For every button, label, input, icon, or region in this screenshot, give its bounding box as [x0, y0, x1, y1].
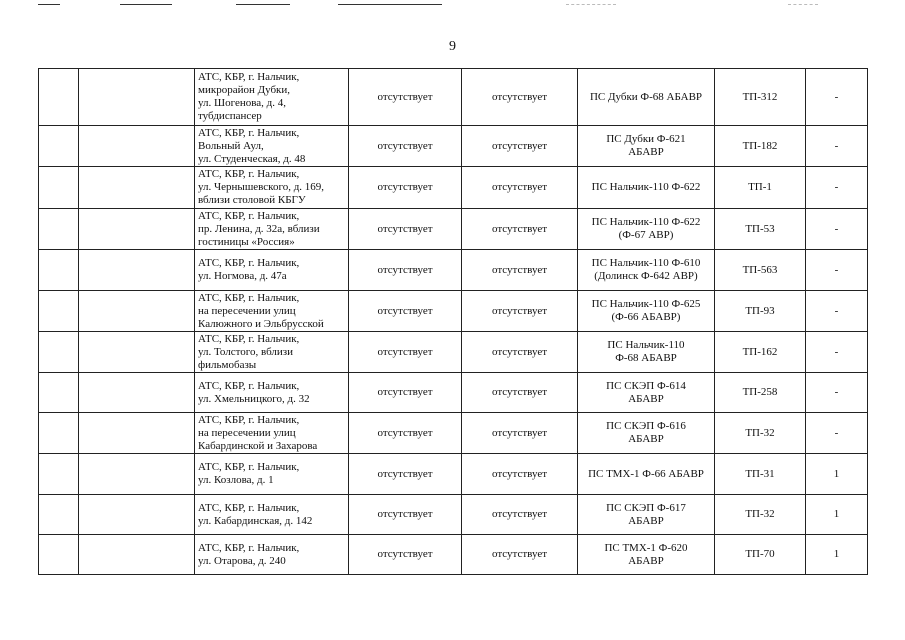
supply-line: ПС Дубки Ф-621 — [606, 133, 686, 145]
supply-line: ПС Дубки Ф-68 АБАВР — [589, 90, 703, 103]
supply-line: ПС СКЭП Ф-617 — [606, 501, 686, 514]
row-number-cell — [39, 167, 79, 209]
supply-cell — [578, 332, 715, 373]
address-line: пр. Ленина, д. 32а, вблизи — [198, 222, 320, 235]
substation-cell: ТП-53 — [715, 209, 806, 250]
flag-cell: - — [806, 373, 868, 413]
substation-cell: ТП-1 — [715, 167, 806, 209]
status-cell-b: отсутствует — [462, 413, 578, 454]
top-rule-5 — [566, 4, 616, 5]
address-line: ул. Козлова, д. 1 — [198, 474, 274, 486]
supply-cell — [578, 250, 715, 291]
status-cell-b: отсутствует — [462, 69, 578, 126]
flag-cell: - — [806, 126, 868, 167]
supply-line: Ф-68 АБАВР — [615, 352, 677, 364]
status-cell-a: отсутствует — [349, 413, 462, 454]
supply-line: (Ф-67 АВР) — [618, 229, 674, 241]
supply-line: (Долинск Ф-642 АВР) — [594, 270, 698, 282]
supply-line: АБАВР — [628, 392, 664, 405]
flag-cell: 1 — [806, 454, 868, 495]
address-line: АТС, КБР, г. Нальчик, — [198, 126, 300, 139]
substation-cell: ТП-258 — [715, 373, 806, 413]
supply-line: АБАВР — [628, 146, 664, 158]
supply-line: ПС Нальчик-110 — [607, 339, 685, 351]
supply-line: ПС Нальчик-110 Ф-622 — [591, 216, 701, 228]
address-line: АТС, КБР, г. Нальчик, — [198, 168, 300, 180]
address-line: ул. Шогенова, д. 4, — [198, 97, 287, 109]
table-row — [39, 209, 868, 250]
status-cell-a: отсутствует — [349, 69, 462, 126]
flag-cell: - — [806, 250, 868, 291]
row-number-cell — [39, 495, 79, 535]
blank-cell — [79, 291, 195, 332]
supply-line: ПС СКЭП Ф-614 — [606, 379, 686, 392]
supply-line: АБАВР — [628, 514, 664, 527]
table-row — [39, 126, 868, 167]
substation-cell: ТП-93 — [715, 291, 806, 332]
table-row — [39, 373, 868, 413]
address-line: АТС, КБР, г. Нальчик, — [198, 71, 300, 83]
top-rule-1 — [38, 4, 60, 5]
table-row — [39, 291, 868, 332]
blank-cell — [79, 209, 195, 250]
address-cell — [195, 209, 349, 250]
row-number-cell — [39, 291, 79, 332]
table-row — [39, 69, 868, 126]
substation-cell: ТП-32 — [715, 413, 806, 454]
row-number-cell — [39, 413, 79, 454]
flag-cell: - — [806, 167, 868, 209]
table-row — [39, 454, 868, 495]
status-cell-a: отсутствует — [349, 209, 462, 250]
substation-cell: ТП-162 — [715, 332, 806, 373]
top-rule-3 — [236, 4, 290, 5]
address-line: АТС, КБР, г. Нальчик, — [198, 379, 300, 392]
table-row — [39, 250, 868, 291]
supply-cell — [578, 454, 715, 495]
supply-line: АБАВР — [628, 554, 664, 567]
blank-cell — [79, 535, 195, 575]
address-line: АТС, КБР, г. Нальчик, — [198, 541, 300, 554]
status-cell-b: отсутствует — [462, 126, 578, 167]
address-cell — [195, 291, 349, 332]
status-cell-b: отсутствует — [462, 250, 578, 291]
address-line: ул. Толстого, вблизи — [198, 345, 294, 358]
status-cell-a: отсутствует — [349, 291, 462, 332]
address-cell — [195, 167, 349, 209]
supply-cell — [578, 69, 715, 126]
blank-cell — [79, 495, 195, 535]
row-number-cell — [39, 250, 79, 291]
flag-cell: - — [806, 69, 868, 126]
substation-cell: ТП-563 — [715, 250, 806, 291]
address-line: ул. Ногмова, д. 47а — [198, 270, 287, 282]
supply-cell — [578, 535, 715, 575]
flag-cell: 1 — [806, 495, 868, 535]
address-line: АТС, КБР, г. Нальчик, — [198, 332, 300, 345]
status-cell-a: отсутствует — [349, 126, 462, 167]
address-line: ул. Студенческая, д. 48 — [198, 152, 306, 165]
blank-cell — [79, 69, 195, 126]
supply-cell — [578, 373, 715, 413]
supply-cell — [578, 167, 715, 209]
status-cell-a: отсутствует — [349, 454, 462, 495]
table-row — [39, 167, 868, 209]
blank-cell — [79, 332, 195, 373]
supply-cell — [578, 495, 715, 535]
row-number-cell — [39, 126, 79, 167]
page-number: 9 — [449, 39, 456, 54]
address-line: ул. Чернышевского, д. 169, — [198, 181, 325, 193]
address-cell — [195, 250, 349, 291]
address-cell — [195, 495, 349, 535]
status-cell-b: отсутствует — [462, 373, 578, 413]
address-cell — [195, 126, 349, 167]
address-cell — [195, 373, 349, 413]
status-cell-b: отсутствует — [462, 332, 578, 373]
supply-cell — [578, 209, 715, 250]
blank-cell — [79, 126, 195, 167]
address-cell — [195, 332, 349, 373]
address-line: АТС, КБР, г. Нальчик, — [198, 257, 300, 269]
address-line: ул. Кабардинская, д. 142 — [198, 514, 313, 527]
address-line: на пересечении улиц — [198, 304, 296, 317]
address-cell — [195, 454, 349, 495]
flag-cell: 1 — [806, 535, 868, 575]
substation-cell: ТП-31 — [715, 454, 806, 495]
status-cell-a: отсутствует — [349, 495, 462, 535]
supply-cell — [578, 126, 715, 167]
address-cell — [195, 69, 349, 126]
supply-cell — [578, 291, 715, 332]
address-line: на пересечении улиц — [198, 426, 296, 439]
blank-cell — [79, 250, 195, 291]
flag-cell: - — [806, 209, 868, 250]
address-line: микрорайон Дубки, — [198, 84, 291, 96]
data-table — [38, 68, 868, 575]
address-cell — [195, 413, 349, 454]
table-row — [39, 535, 868, 575]
row-number-cell — [39, 209, 79, 250]
address-line: ул. Хмельницкого, д. 32 — [198, 392, 310, 405]
status-cell-a: отсутствует — [349, 332, 462, 373]
address-line: тубдиспансер — [198, 110, 262, 122]
top-rule-4 — [338, 4, 442, 5]
blank-cell — [79, 454, 195, 495]
status-cell-a: отсутствует — [349, 373, 462, 413]
address-line: вблизи столовой КБГУ — [198, 194, 306, 206]
table-row — [39, 495, 868, 535]
flag-cell: - — [806, 291, 868, 332]
supply-line: ПС СКЭП Ф-616 — [606, 420, 686, 432]
address-line: Вольный Аул, — [198, 139, 264, 152]
address-line: АТС, КБР, г. Нальчик, — [198, 209, 300, 222]
table-row — [39, 413, 868, 454]
address-line: АТС, КБР, г. Нальчик, — [198, 501, 300, 514]
status-cell-a: отсутствует — [349, 250, 462, 291]
blank-cell — [79, 413, 195, 454]
substation-cell: ТП-32 — [715, 495, 806, 535]
supply-line: ПС Нальчик-110 Ф-610 — [591, 257, 701, 269]
table-row — [39, 332, 868, 373]
top-rule-2 — [120, 4, 172, 5]
status-cell-a: отсутствует — [349, 167, 462, 209]
row-number-cell — [39, 535, 79, 575]
address-cell — [195, 535, 349, 575]
substation-cell: ТП-312 — [715, 69, 806, 126]
supply-line: АБАВР — [628, 433, 664, 445]
substation-cell: ТП-70 — [715, 535, 806, 575]
address-line: АТС, КБР, г. Нальчик, — [198, 461, 300, 473]
supply-line: (Ф-66 АБАВР) — [611, 311, 681, 323]
blank-cell — [79, 167, 195, 209]
status-cell-b: отсутствует — [462, 454, 578, 495]
address-line: Калюжного и Эльбрусской — [198, 317, 324, 330]
blank-cell — [79, 373, 195, 413]
supply-line: ПС ТМХ-1 Ф-620 — [604, 541, 688, 554]
address-line: АТС, КБР, г. Нальчик, — [198, 291, 300, 304]
supply-line: ПС Нальчик-110 Ф-625 — [591, 298, 701, 310]
flag-cell: - — [806, 413, 868, 454]
status-cell-b: отсутствует — [462, 167, 578, 209]
supply-line: ПС ТМХ-1 Ф-66 АБАВР — [588, 467, 704, 480]
table-body — [39, 69, 868, 575]
address-line: АТС, КБР, г. Нальчик, — [198, 413, 300, 426]
row-number-cell — [39, 454, 79, 495]
address-line: фильмобазы — [198, 358, 257, 371]
status-cell-b: отсутствует — [462, 495, 578, 535]
address-line: гостиницы «Россия» — [198, 235, 295, 248]
row-number-cell — [39, 332, 79, 373]
supply-line: ПС Нальчик-110 Ф-622 — [591, 181, 701, 193]
status-cell-b: отсутствует — [462, 535, 578, 575]
row-number-cell — [39, 69, 79, 126]
address-line: Кабардинской и Захарова — [198, 439, 318, 452]
top-rule-6 — [788, 4, 818, 5]
status-cell-a: отсутствует — [349, 535, 462, 575]
supply-cell — [578, 413, 715, 454]
status-cell-b: отсутствует — [462, 209, 578, 250]
address-line: ул. Отарова, д. 240 — [198, 554, 286, 567]
flag-cell: - — [806, 332, 868, 373]
status-cell-b: отсутствует — [462, 291, 578, 332]
substation-cell: ТП-182 — [715, 126, 806, 167]
row-number-cell — [39, 373, 79, 413]
